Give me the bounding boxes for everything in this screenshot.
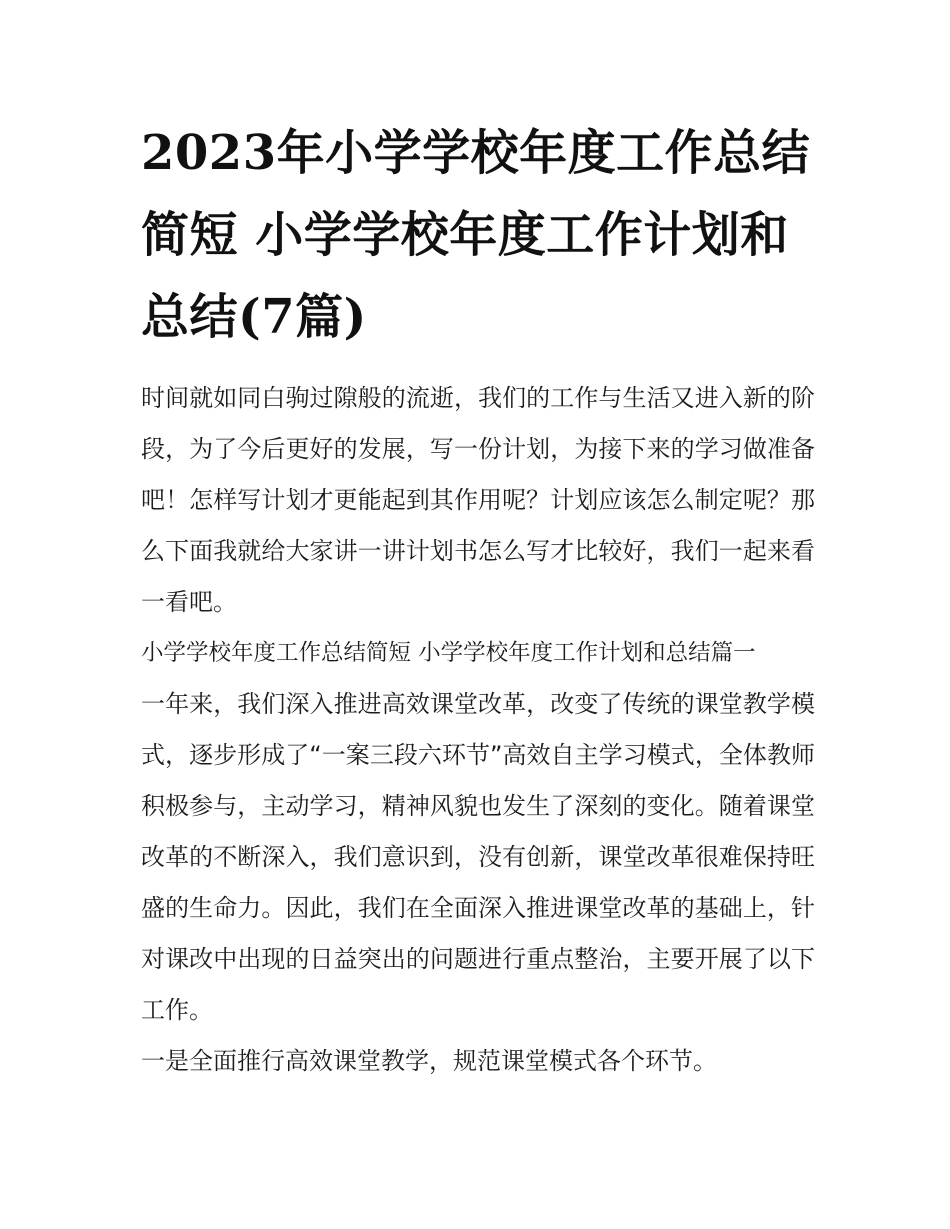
document-content <box>141 112 815 1087</box>
document-title: 2023年小学学校年度工作总结简短 小学学校年度工作计划和总结(7篇) <box>141 125 811 345</box>
intro-paragraph: 时间就如同白驹过隙般的流逝，我们的工作与生活又进入新的阶段，为了今后更好的发展，写一份计划，为接下来的学习做准备吧！怎样写计划才更能起到其作用呢？计划应该怎么制定呢？那么下面我就给大家讲一讲计划书怎么写才比较好，我们一起来看一看吧。 <box>141 384 815 616</box>
section-heading: 小学学校年度工作总结简短 小学学校年度工作计划和总结篇一 <box>141 640 756 666</box>
point-one-paragraph: 一是全面推行高效课堂教学，规范课堂模式各个环节。 <box>141 1047 717 1075</box>
body-paragraph: 一年来，我们深入推进高效课堂改革，改变了传统的课堂教学模式，逐步形成了“一案三段六环节”高效自主学习模式，全体教师积极参与，主动学习，精神风貌也发生了深刻的变化。随着课堂改革的不断深入，我们意识到，没有创新，课堂改革很难保持旺盛的生命力。因此，我们在全面深入推进课堂改革的基础上，针对课改中出现的日益突出的问题进行重点整治，主要开展了以下工作。 <box>141 690 815 1024</box>
